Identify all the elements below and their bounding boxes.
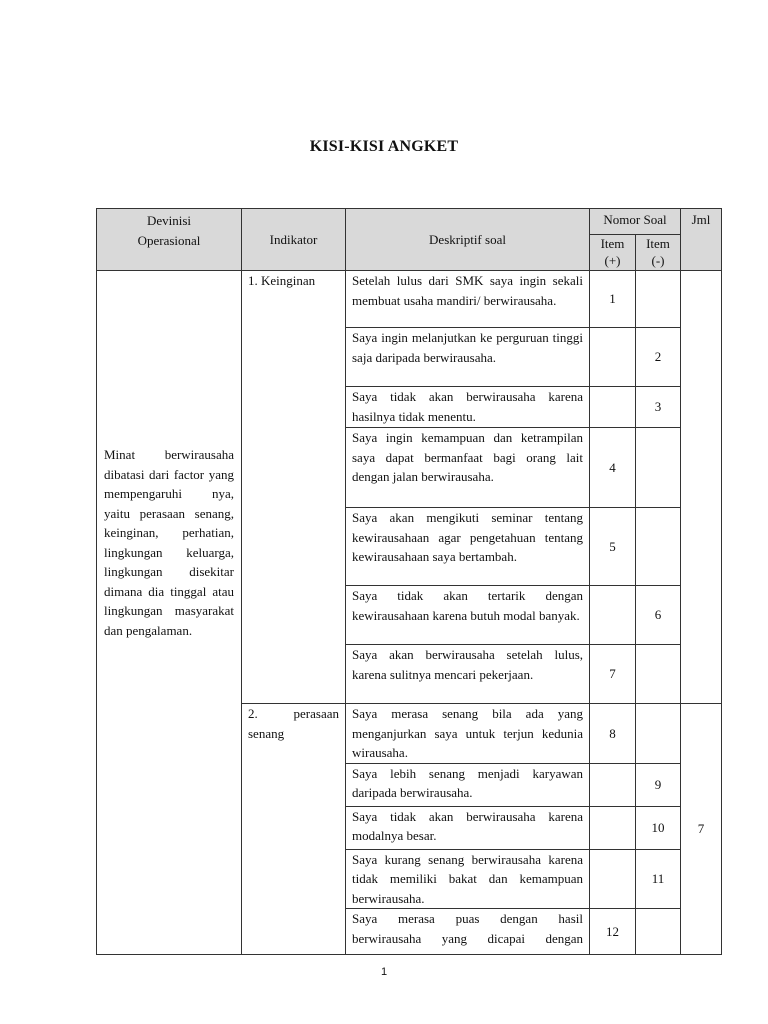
descriptor-row: Saya akan mengikuti seminar tentang kewirausahaan agar pengetahuan tentang kewirausahaan saya bertambah. bbox=[346, 508, 590, 586]
item-minus-cell: 11 bbox=[636, 849, 681, 909]
total-cell-1 bbox=[681, 271, 722, 704]
item-plus-cell bbox=[590, 849, 636, 909]
header-descriptor: Deskriptif soal bbox=[346, 209, 590, 271]
item-plus-cell bbox=[590, 328, 636, 387]
header-item-plus: Item (+) bbox=[590, 235, 636, 271]
definition-cell bbox=[97, 271, 242, 955]
item-plus-cell bbox=[590, 763, 636, 806]
item-plus-cell bbox=[590, 586, 636, 645]
item-plus-cell: 12 bbox=[590, 909, 636, 955]
indicator-cell-2: 2. perasaan senang bbox=[242, 704, 346, 955]
descriptor-row: Saya ingin kemampuan dan ketrampilan saya dapat bermanfaat bagi orang lait dengan jalan berwirausaha. bbox=[346, 428, 590, 508]
descriptor-row: Saya tidak akan tertarik dengan kewirausahaan karena butuh modal banyak. bbox=[346, 586, 590, 645]
item-plus-cell: 4 bbox=[590, 428, 636, 508]
header-definition: Devinisi Operasional bbox=[97, 209, 242, 271]
kisi-kisi-table bbox=[96, 208, 722, 955]
page-number: 1 bbox=[380, 966, 388, 978]
total-cell-2: 7 bbox=[681, 704, 722, 955]
item-plus-cell: 1 bbox=[590, 271, 636, 328]
item-minus-cell: 9 bbox=[636, 763, 681, 806]
item-minus-cell: 6 bbox=[636, 586, 681, 645]
item-plus-cell: 8 bbox=[590, 704, 636, 764]
descriptor-row: Saya tidak akan berwirausaha karena modalnya besar. bbox=[346, 806, 590, 849]
item-minus-cell bbox=[636, 271, 681, 328]
page-title: KISI-KISI ANGKET bbox=[309, 138, 459, 155]
descriptor-row: Saya merasa senang bila ada yang menganjurkan saya untuk terjun kedunia wirausaha. bbox=[346, 704, 590, 764]
descriptor-row: Setelah lulus dari SMK saya ingin sekali membuat usaha mandiri/ berwirausaha. bbox=[346, 271, 590, 328]
item-plus-cell bbox=[590, 387, 636, 428]
item-minus-cell bbox=[636, 428, 681, 508]
item-plus-cell: 7 bbox=[590, 645, 636, 704]
header-indicator: Indikator bbox=[242, 209, 346, 271]
item-minus-cell bbox=[636, 909, 681, 955]
item-minus-cell: 3 bbox=[636, 387, 681, 428]
header-number-group: Nomor Soal bbox=[590, 209, 681, 235]
descriptor-row: Saya akan berwirausaha setelah lulus, karena sulitnya mencari pekerjaan. bbox=[346, 645, 590, 704]
descriptor-row: Saya tidak akan berwirausaha karena hasilnya tidak menentu. bbox=[346, 387, 590, 428]
descriptor-row: Saya merasa puas dengan hasil berwirausaha yang dicapai dengan bbox=[346, 909, 590, 955]
header-total: Jml bbox=[681, 209, 722, 271]
item-minus-cell bbox=[636, 645, 681, 704]
item-minus-cell: 2 bbox=[636, 328, 681, 387]
descriptor-row: Saya ingin melanjutkan ke perguruan tinggi saja daripada berwirausaha. bbox=[346, 328, 590, 387]
header-item-minus: Item (-) bbox=[636, 235, 681, 271]
item-minus-cell: 10 bbox=[636, 806, 681, 849]
definition-text: Minat berwirausaha dibatasi dari factor yang mempengaruhi nya, yaitu perasaan senang, keinginan, perhatian, lingkungan keluarga, lingkungan disekitar dimana dia tinggal atau lingkungan masyarakat dan pengalaman. bbox=[104, 447, 234, 638]
descriptor-row: Saya lebih senang menjadi karyawan daripada berwirausaha. bbox=[346, 763, 590, 806]
item-minus-cell bbox=[636, 704, 681, 764]
item-minus-cell bbox=[636, 508, 681, 586]
item-plus-cell: 5 bbox=[590, 508, 636, 586]
descriptor-row: Saya kurang senang berwirausaha karena tidak memiliki bakat dan kemampuan berwirausaha. bbox=[346, 849, 590, 909]
indicator-cell-1: 1. Keinginan bbox=[242, 271, 346, 704]
item-plus-cell bbox=[590, 806, 636, 849]
